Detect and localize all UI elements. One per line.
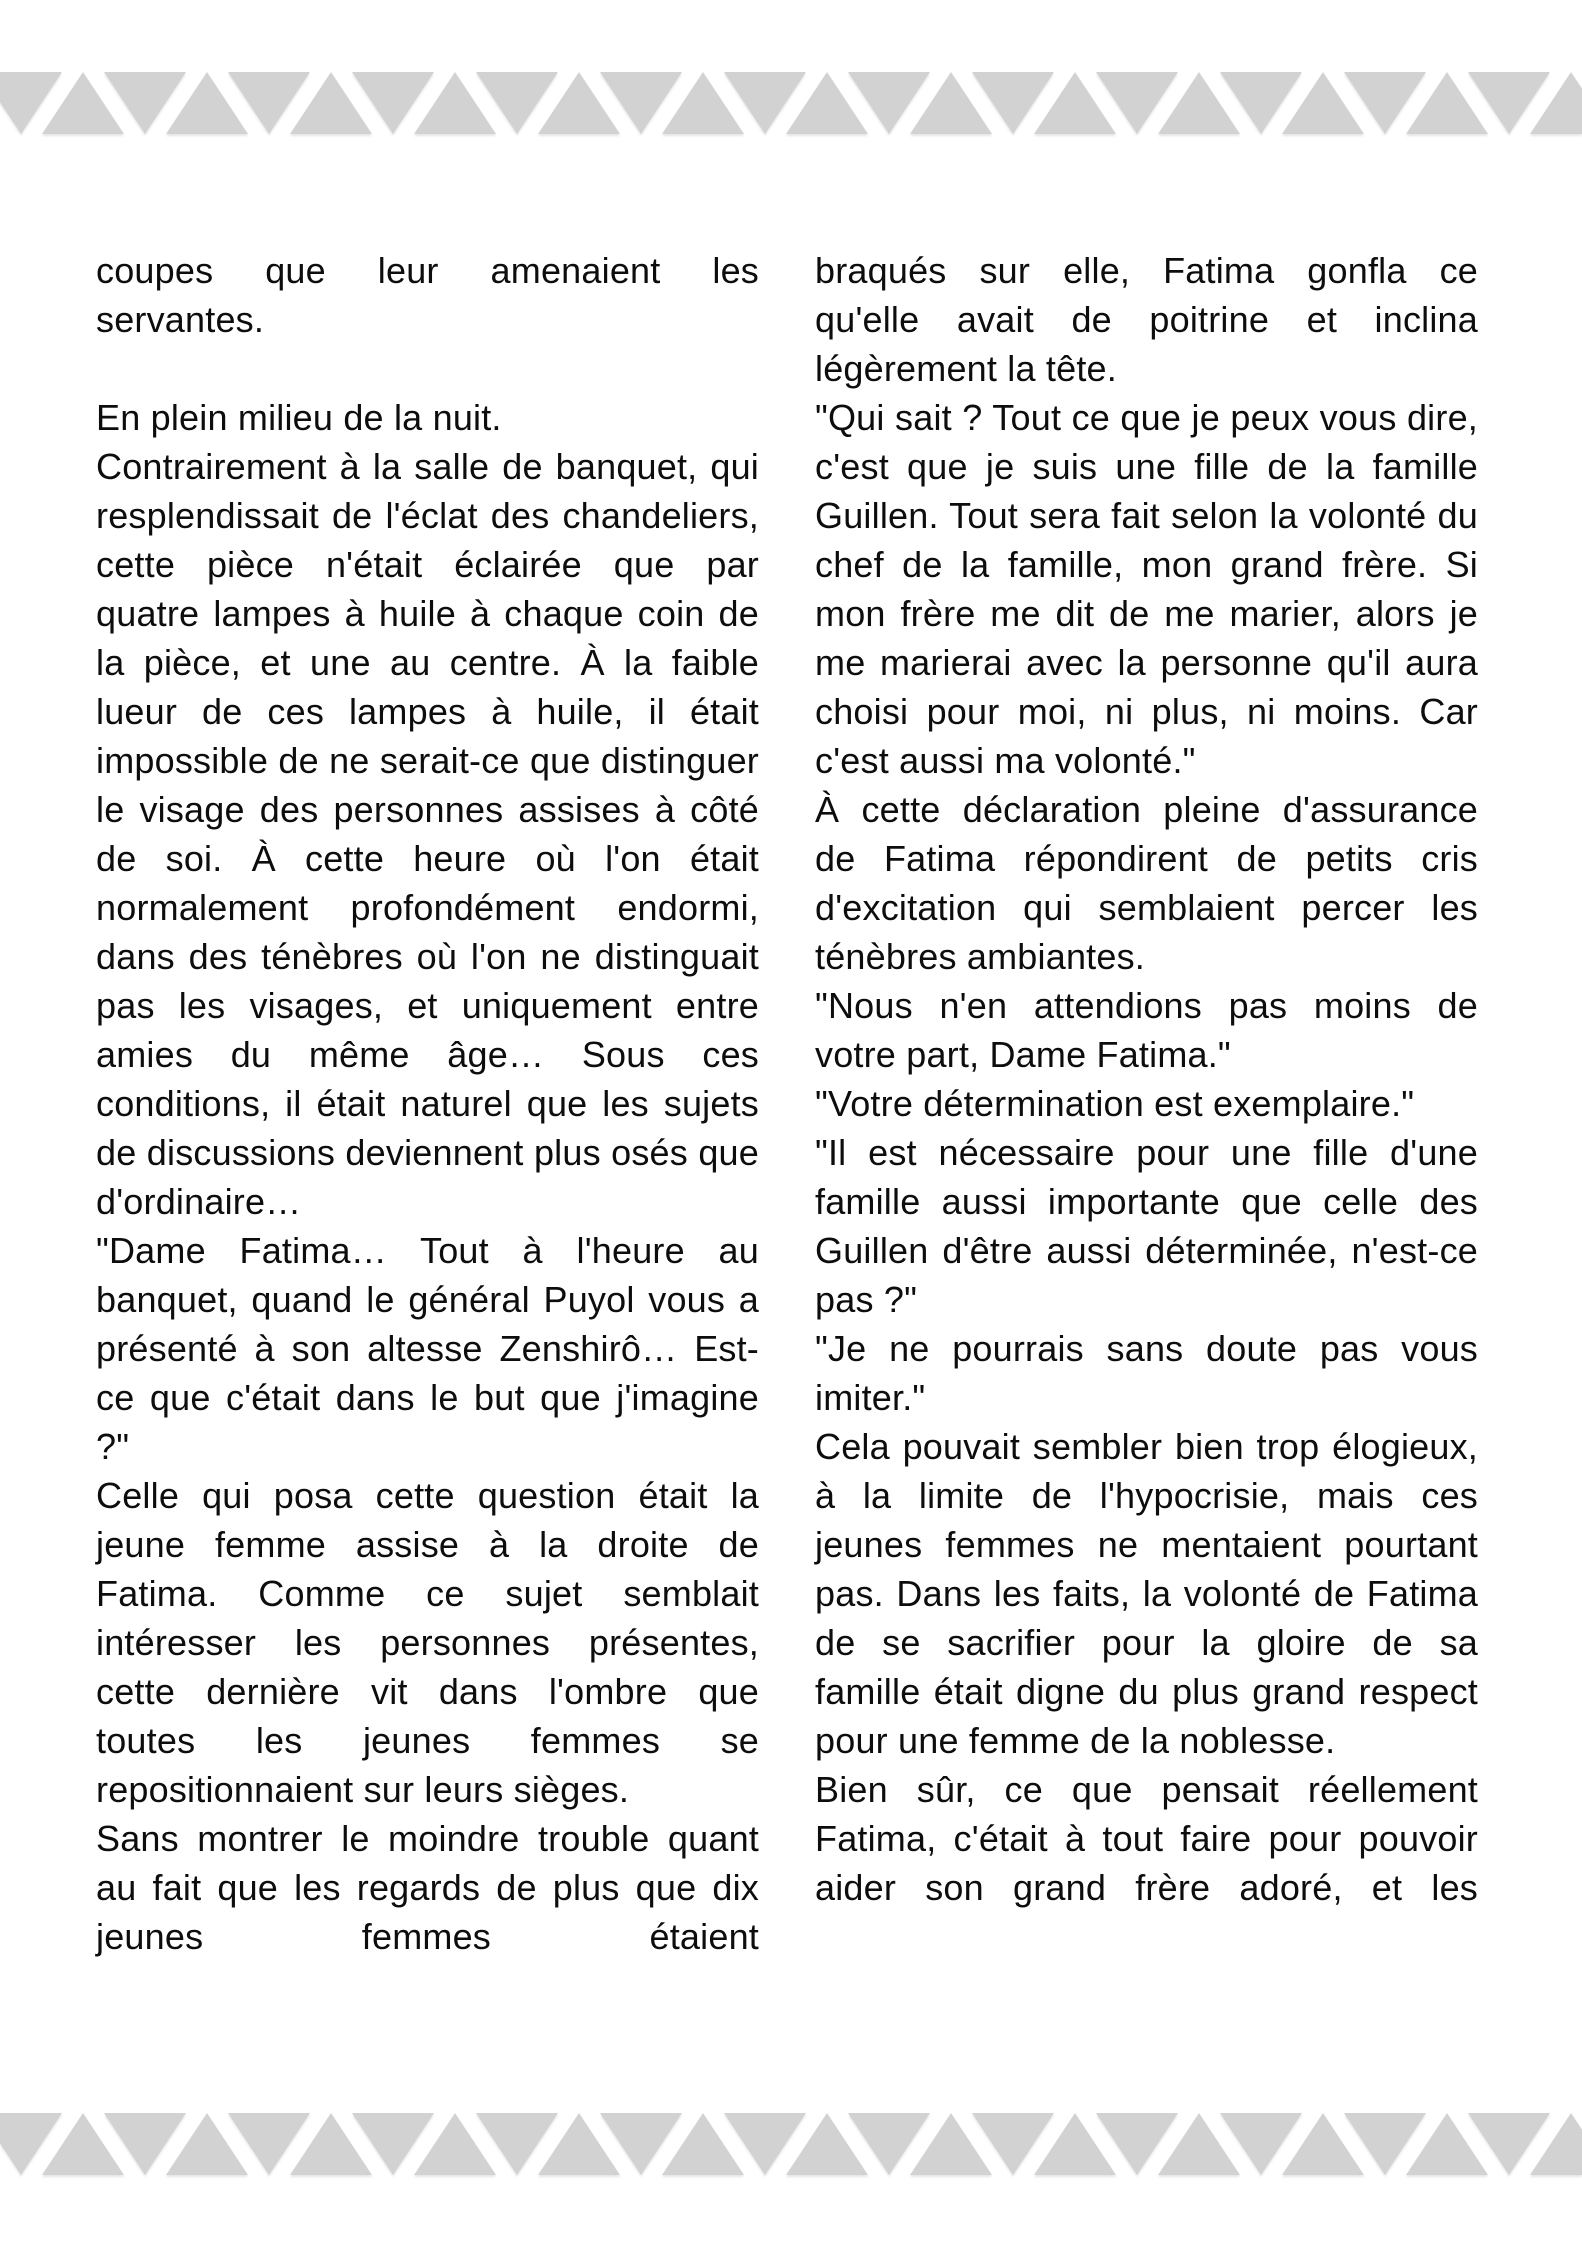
paragraph: Contrairement à la salle de banquet, qui resplendissait de l'éclat des chandeliers, cette pièce n'était éclairée que par quatre lampes à huile à chaque coin de la pièce, et une au centre. À la faible lueur de ces lampes à huile, il était impossible de ne serait-ce que distinguer le visage des personnes assises à côté de soi. À cette heure où l'on était normalement profondément endormi, dans des ténèbres où l'on ne distinguait pas les visages, et uniquement entre amies du même âge… Sous ces conditions, il était naturel que les sujets de discussions deviennent plus osés que d'ordinaire…: [96, 446, 759, 1222]
paragraph: Celle qui posa cette question était la jeune femme assise à la droite de Fatima. Comme ce sujet semblait intéresser les personnes présentes, cette dernière vit dans l'ombre que toutes les jeunes femmes se repositionnaient sur leurs sièges.: [96, 1475, 759, 1810]
text-column-right: [815, 246, 1478, 1961]
paragraph: Cela pouvait sembler bien trop élogieux, à la limite de l'hypocrisie, mais ces jeunes femmes ne mentaient pourtant pas. Dans les faits, la volonté de Fatima de se sacrifier pour la gloire de sa famille était digne du plus grand respect pour une femme de la noblesse.: [815, 1426, 1478, 1761]
text-column-left: [96, 246, 759, 1961]
paragraph: En plein milieu de la nuit.: [96, 397, 502, 438]
paragraph: "Je ne pourrais sans doute pas vous imiter.": [815, 1328, 1478, 1418]
paragraph: coupes que leur amenaient les servantes.: [96, 250, 759, 340]
paragraph: Sans montrer le moindre trouble quant au fait que les regards de plus que dix jeunes femmes étaient: [96, 1818, 759, 1957]
paragraph: "Nous n'en attendions pas moins de votre part, Dame Fatima.": [815, 985, 1478, 1075]
paragraph: "Qui sait ? Tout ce que je peux vous dire, c'est que je suis une fille de la famille Guillen. Tout sera fait selon la volonté du chef de la famille, mon grand frère. Si mon frère me dit de me marier, alors je me marierai avec la personne qu'il aura choisi pour moi, ni plus, ni moins. Car c'est aussi ma volonté.": [815, 397, 1478, 781]
paragraph: Bien sûr, ce que pensait réellement Fatima, c'était à tout faire pour pouvoir aider son grand frère adoré, et les: [815, 1769, 1478, 1908]
paragraph: À cette déclaration pleine d'assurance de Fatima répondirent de petits cris d'excitation qui semblaient percer les ténèbres ambiantes.: [815, 789, 1478, 977]
page-text-area: [96, 246, 1478, 1961]
top-border-decoration: [0, 72, 1582, 134]
paragraph: "Il est nécessaire pour une fille d'une famille aussi importante que celle des Guillen d'être aussi déterminée, n'est-ce pas ?": [815, 1132, 1478, 1320]
paragraph: braqués sur elle, Fatima gonfla ce qu'elle avait de poitrine et inclina légèrement la tête.: [815, 250, 1478, 389]
paragraph: "Dame Fatima… Tout à l'heure au banquet, quand le général Puyol vous a présenté à son altesse Zenshirô… Est-ce que c'était dans le but que j'imagine ?": [96, 1230, 759, 1467]
bottom-border-decoration: [0, 2113, 1582, 2175]
paragraph: "Votre détermination est exemplaire.": [815, 1083, 1415, 1124]
